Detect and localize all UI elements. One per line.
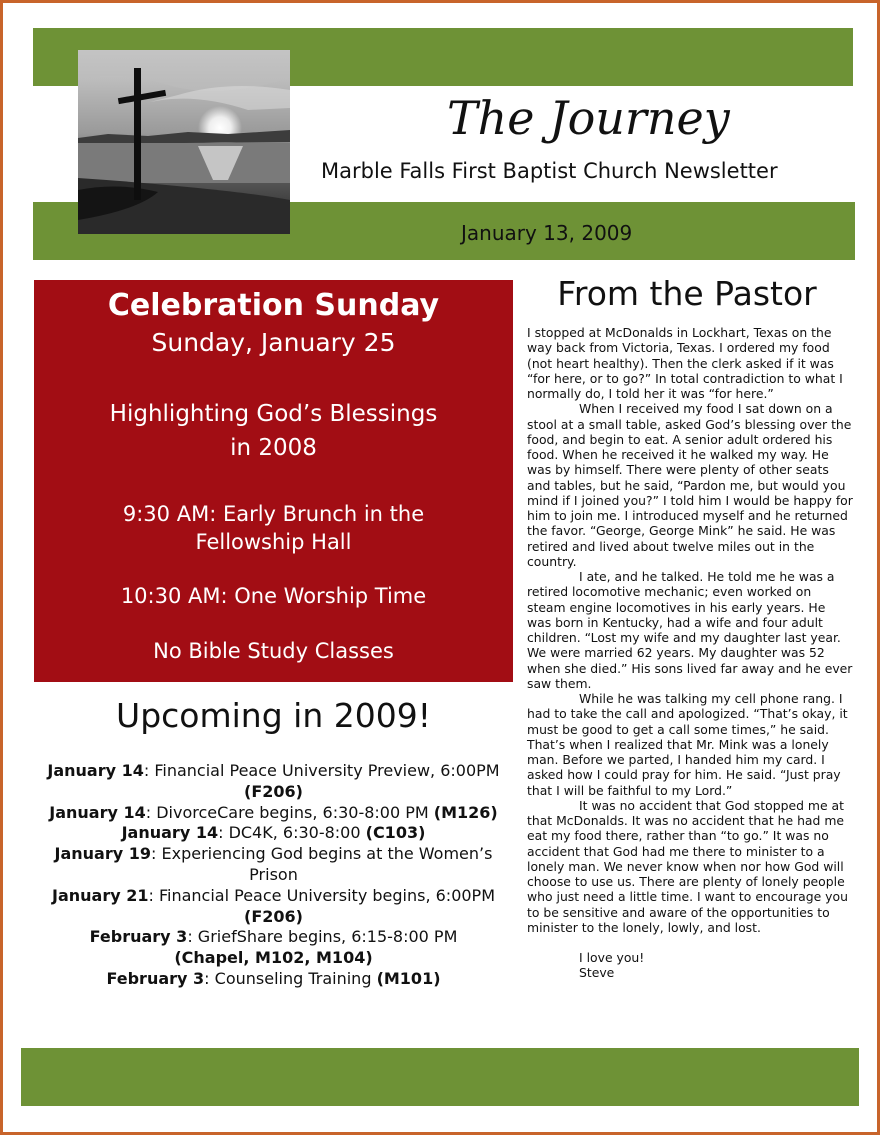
celebration-theme-line2: in 2008: [230, 435, 317, 461]
letter-paragraph: I stopped at McDonalds in Lockhart, Texas on the way back from Victoria, Texas. I ordered my food (not heart healthy). Then the clerk asked if it was “for here, or to go?” In total contradiction to what I normally do, I told her it was “for here.”: [527, 325, 843, 401]
event-item: January 14: DivorceCare begins, 6:30-8:00 PM (M126): [49, 802, 498, 822]
newsletter-subtitle: Marble Falls First Baptist Church Newsletter: [321, 159, 778, 183]
upcoming-title: Upcoming in 2009!: [116, 696, 431, 735]
brunch-line1: 9:30 AM: Early Brunch in the: [122, 502, 425, 526]
letter-paragraph: While he was talking my cell phone rang. I had to take the call and apologized. “That’s okay, it must be good to get a call some times,” he said. That’s when I realized that Mr. Mink was a lonely man. Before we parted, I handed him my card. I asked how I could pray for him. He said. “Just pray that I will be faithful to my Lord.”: [527, 691, 848, 798]
letter-paragraph: I ate, and he talked. He told me he was a retired locomotive mechanic; even worked on steam engine locomotives in his early years. He was born in Kentucky, had a wife and four adult children. “Lost my wife and my daughter last year. We were married 62 years. My daughter was 52 when she died.” His sons lived far away and he ever saw them.: [527, 569, 853, 691]
worship-time: 10:30 AM: One Worship Time: [120, 584, 427, 608]
celebration-sunday-box: [34, 280, 513, 682]
celebration-theme-line1: Highlighting God’s Blessings: [109, 401, 438, 427]
event-item: January 19: Experiencing God begins at the Women’s Prison: [54, 844, 493, 884]
bottom-green-band: [21, 1048, 859, 1106]
event-item: January 14: Financial Peace University Preview, 6:00PM (F206): [47, 761, 500, 801]
letter-signature: Steve: [579, 965, 615, 981]
letter-paragraph: It was no accident that God stopped me at that McDonalds. It was no accident that he had me eat my food there, rather than “to go.” It was no accident that God had me there to minister to a lonely man. We never know when nor how God will choose to use us. There are plenty of lonely people who just need a little time. I want to encourage you to be sensitive and aware of the opportunities to minister to the lonely, lowly, and lost.: [527, 797, 848, 935]
from-the-pastor-title: From the Pastor: [557, 274, 817, 313]
cross-sunset-icon: [78, 50, 290, 234]
letter-closing: I love you!: [579, 950, 645, 965]
pastor-letter: [527, 325, 853, 981]
event-item: January 14: DC4K, 6:30-8:00 (C103): [121, 823, 426, 843]
cross-sunset-photo: [78, 50, 290, 234]
brunch-line2: Fellowship Hall: [195, 530, 352, 554]
event-item: January 21: Financial Peace University begins, 6:00PM (F206): [52, 885, 495, 926]
newsletter-title: The Journey: [447, 91, 730, 145]
event-item: February 3: Counseling Training (M101): [106, 968, 441, 988]
letter-paragraph: When I received my food I sat down on a stool at a small table, asked God’s blessing over the food, and begin to eat. A senior adult ordered his food. When he received it he walked my way. He was by himself. There were plenty of other seats and tables, but he said, “Pardon me, but would you mind if I joined you?” I told him I would be happy for him to join me. I introduced myself and he returned the favor. “George, George Mink” he said. He was retired and lived about twelve miles out in the country.: [527, 401, 853, 569]
upcoming-events-list: [34, 761, 513, 990]
event-item: February 3: GriefShare begins, 6:15-8:00 PM (Chapel, M102, M104): [89, 927, 458, 968]
celebration-title: Celebration Sunday: [107, 288, 440, 323]
celebration-date: Sunday, January 25: [151, 328, 396, 357]
issue-date: January 13, 2009: [461, 221, 633, 245]
no-classes-note: No Bible Study Classes: [153, 639, 394, 663]
